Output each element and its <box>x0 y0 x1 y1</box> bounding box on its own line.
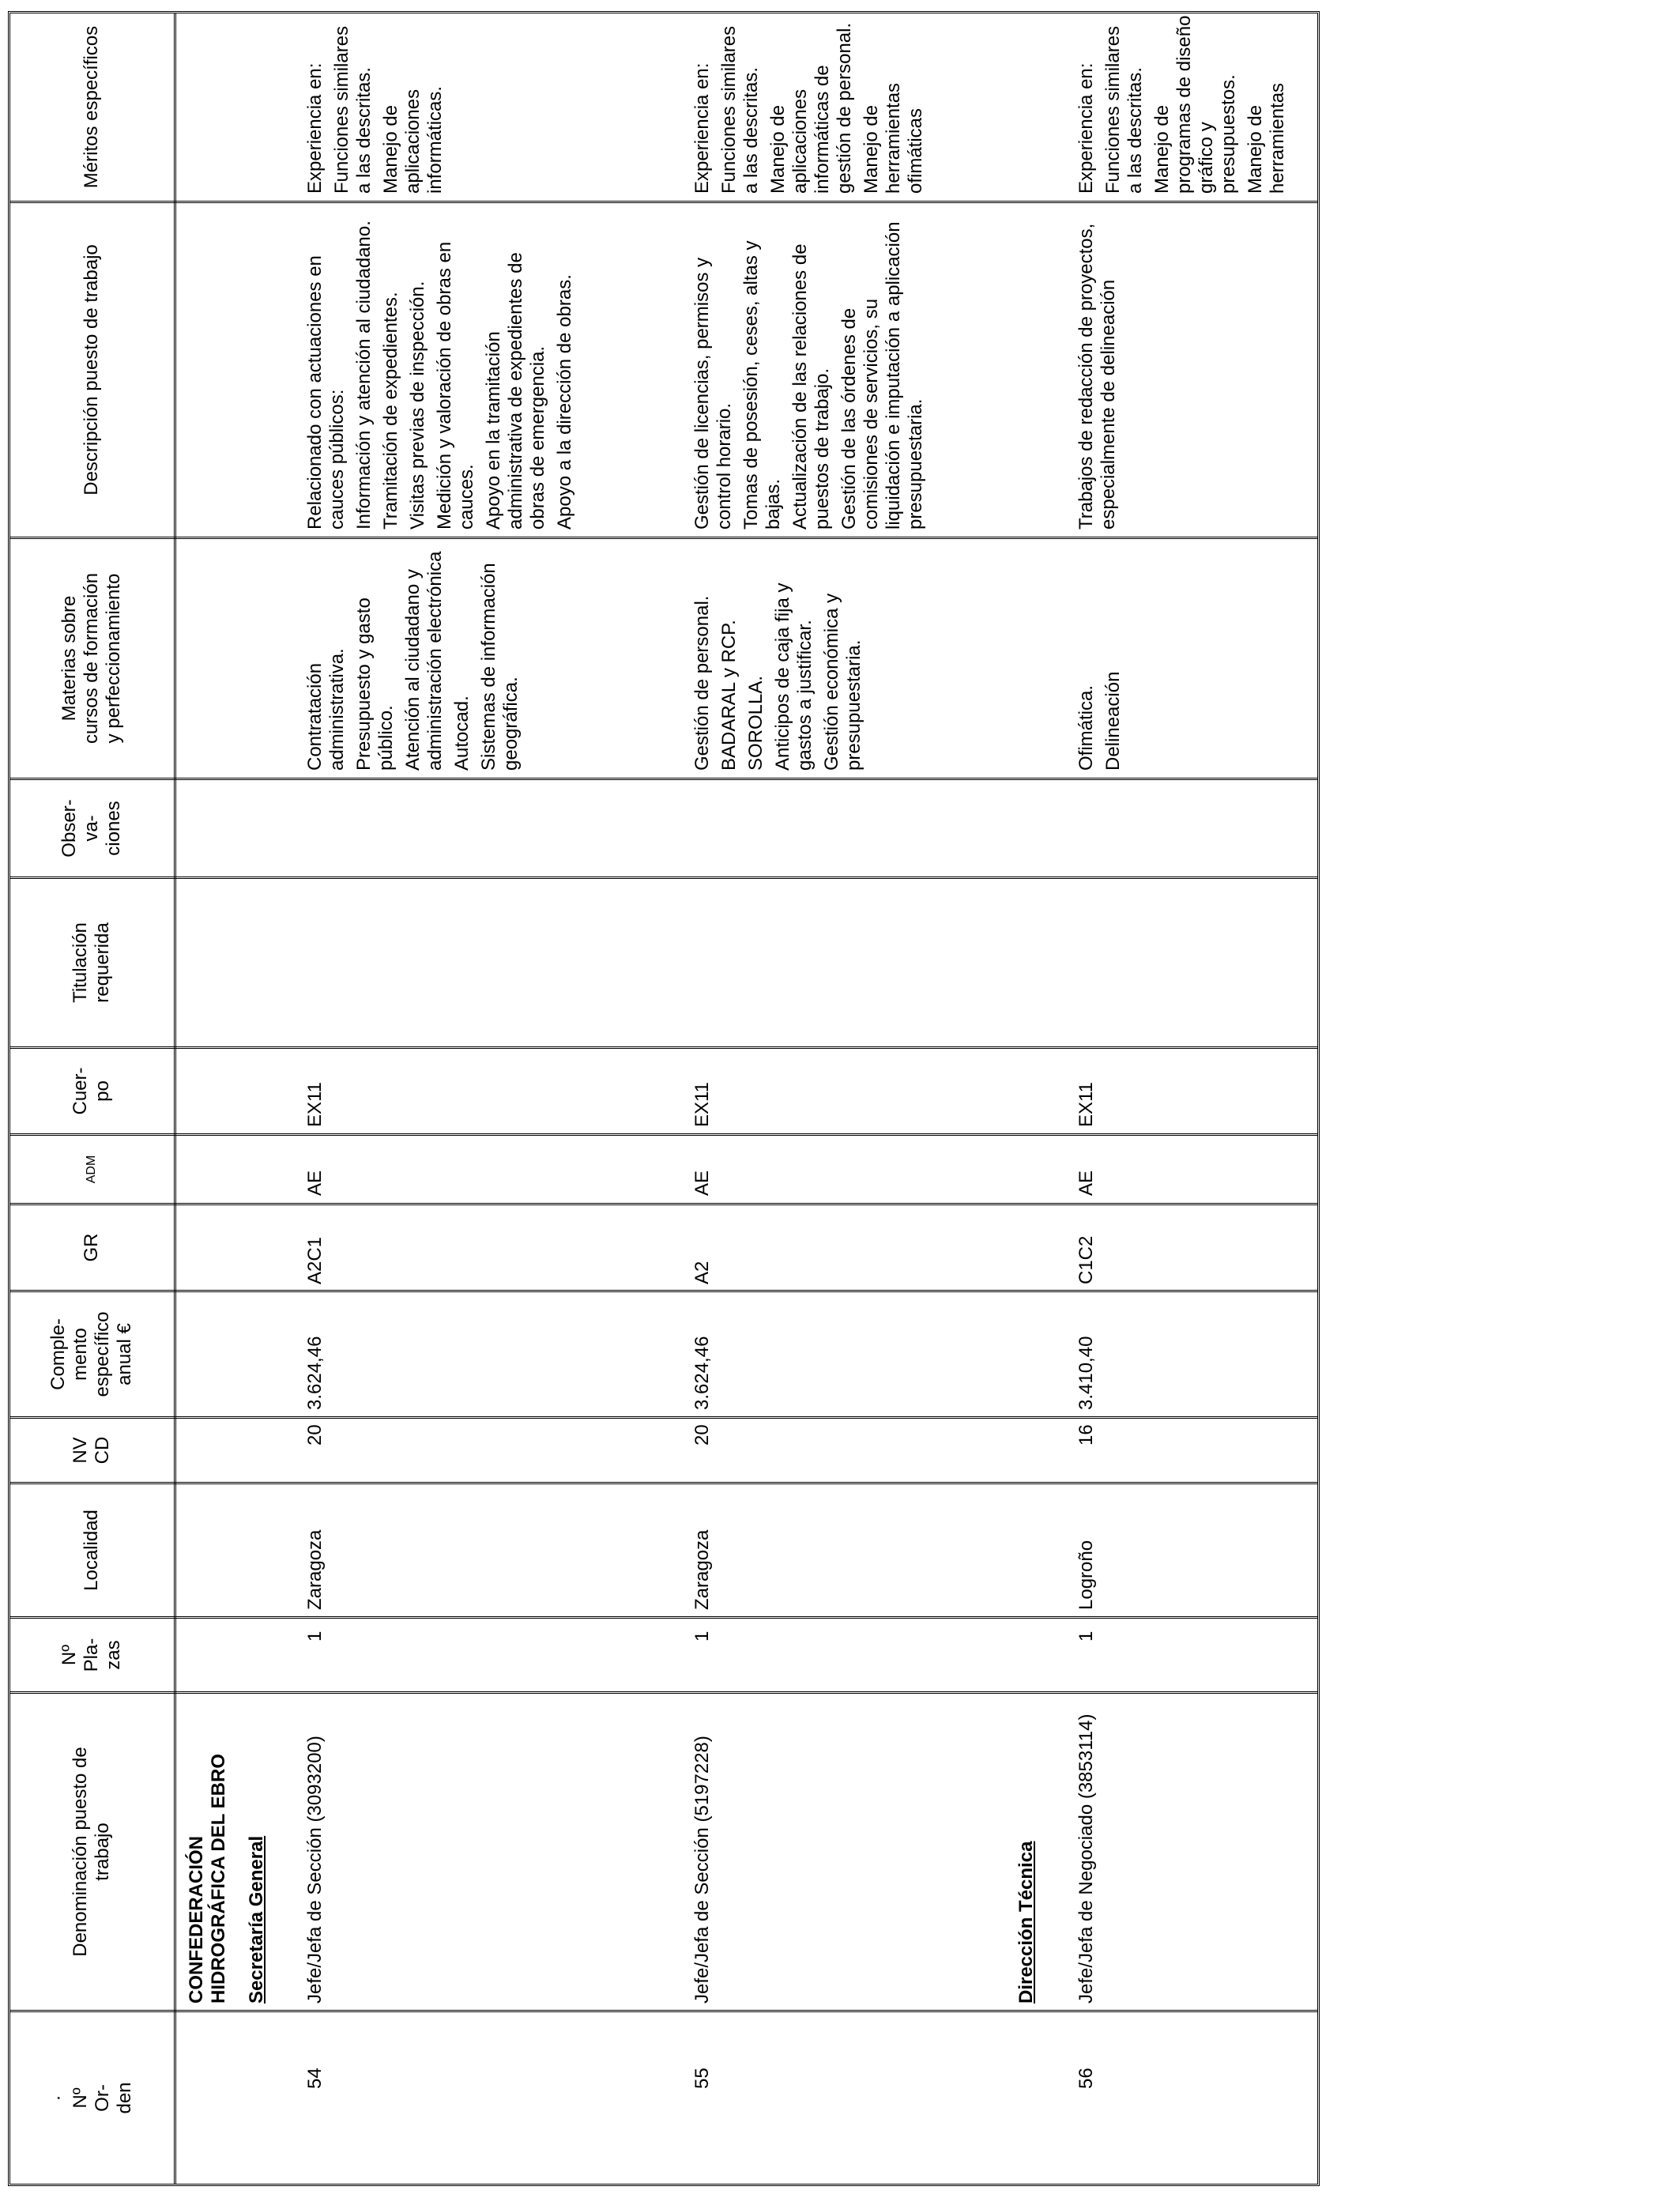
row-materias: Contratación administrativa. Presupuesto y gasto público. Atención al ciudadano y administración electrónica Autocad. Sistemas de información geográfica. <box>304 551 522 771</box>
row-adm: AE <box>691 1170 713 1196</box>
row-nivel: 20 <box>691 1424 713 1446</box>
row-grupo: A2 <box>691 1261 713 1284</box>
header-orden: · Nº Or- den <box>47 2082 135 2114</box>
row-plazas: 1 <box>304 1630 326 1642</box>
header-materias: Materias sobre cursos de formación y perfeccionamiento <box>58 572 124 745</box>
row-materias: Gestión de personal. BADARAL y RCP. SOROLLA. Anticipos de caja fija y gastos a justificar. Gestión económica y presupuestaria. <box>691 582 864 771</box>
row-grupo: A2C1 <box>304 1236 326 1284</box>
header-plazas: Nº Pla- zas <box>58 1638 124 1672</box>
header-observaciones: Obser- va- ciones <box>58 799 124 858</box>
section-direccion: Dirección Técnica <box>1015 1841 1037 2004</box>
row-descripcion: Trabajos de redacción de proyectos, especialmente de delineación <box>1075 223 1119 530</box>
row-localidad: Logroño <box>1075 1540 1097 1610</box>
row-orden: 56 <box>1075 2068 1097 2089</box>
row-meritos: Experiencia en: Funciones similares a las descritas. Manejo de aplicaciones informáticas. <box>304 25 446 194</box>
row-denominacion: Jefe/Jefa de Negociado (3853114) <box>1075 1713 1097 2004</box>
row-orden: 54 <box>304 2068 326 2089</box>
row-complemento: 3.624,46 <box>304 1336 326 1410</box>
header-descripcion: Descripción puesto de trabajo <box>81 244 102 496</box>
row-meritos: Experiencia en: Funciones similares a las descritas. Manejo de aplicaciones informáticas de gestión de personal. Manejo de herramientas ofimáticas <box>691 22 926 194</box>
row-grupo: C1C2 <box>1075 1235 1097 1284</box>
section-secretaria: Secretaría General <box>246 1835 267 2004</box>
row-cuerpo: EX11 <box>304 1082 326 1127</box>
row-denominacion: Jefe/Jefa de Sección (3093200) <box>304 1736 326 2004</box>
row-adm: AE <box>304 1170 326 1196</box>
row-descripcion: Relacionado con actuaciones en cauces públicos: Información y atención al ciudadano. Tramitación de expedientes. Visitas previas de inspección. Medición y valoración de obras en cauces. Apoyo en la tramitación administrativa de expedientes de obras de emergencia. Apoyo a la dirección de obras. <box>304 221 575 530</box>
row-nivel: 16 <box>1075 1424 1097 1446</box>
row-plazas: 1 <box>691 1630 713 1642</box>
row-localidad: Zaragoza <box>304 1529 326 1610</box>
row-plazas: 1 <box>1075 1630 1097 1642</box>
row-nivel: 20 <box>304 1424 326 1446</box>
row-descripcion: Gestión de licencias, permisos y control horario. Tomas de posesión, ceses, altas y bajas. Actualización de las relaciones de puestos de trabajo. Gestión de las órdenes de comisiones de servicios, su liquidación e imputación a aplicación presupuestaria. <box>691 221 926 530</box>
row-complemento: 3.624,46 <box>691 1336 713 1410</box>
header-adm: ADM <box>85 1155 98 1184</box>
row-cuerpo: EX11 <box>691 1082 713 1127</box>
header-cuerpo: Cuer- po <box>70 1067 113 1115</box>
organismo-heading: CONFEDERACIÓN HIDROGRÁFICA DEL EBRO <box>186 1753 229 2004</box>
row-localidad: Zaragoza <box>691 1529 713 1610</box>
row-denominacion: Jefe/Jefa de Sección (5197228) <box>691 1736 713 2004</box>
header-grupo: GR <box>81 1233 102 1262</box>
row-orden: 55 <box>691 2068 713 2089</box>
row-meritos: Experiencia en: Funciones similares a las descritas. Manejo de programas de diseño gráfico y presupuestos. Manejo de herramientas <box>1075 15 1288 194</box>
row-adm: AE <box>1075 1170 1097 1196</box>
row-cuerpo: EX11 <box>1075 1082 1097 1127</box>
row-materias: Ofimática. Delineación <box>1075 671 1124 771</box>
posts-table <box>8 11 1320 2186</box>
header-nivel: NV CD <box>70 1436 113 1465</box>
row-complemento: 3.410,40 <box>1075 1336 1097 1410</box>
table-header <box>10 13 176 2184</box>
header-localidad: Localidad <box>81 1510 102 1591</box>
header-meritos: Méritos específicos <box>81 25 102 189</box>
header-denominacion: Denominación puesto de trabajo <box>70 1747 113 1957</box>
header-complemento: Comple- mento específico anual € <box>47 1311 135 1397</box>
header-titulacion: Titulación requerida <box>70 922 113 1003</box>
